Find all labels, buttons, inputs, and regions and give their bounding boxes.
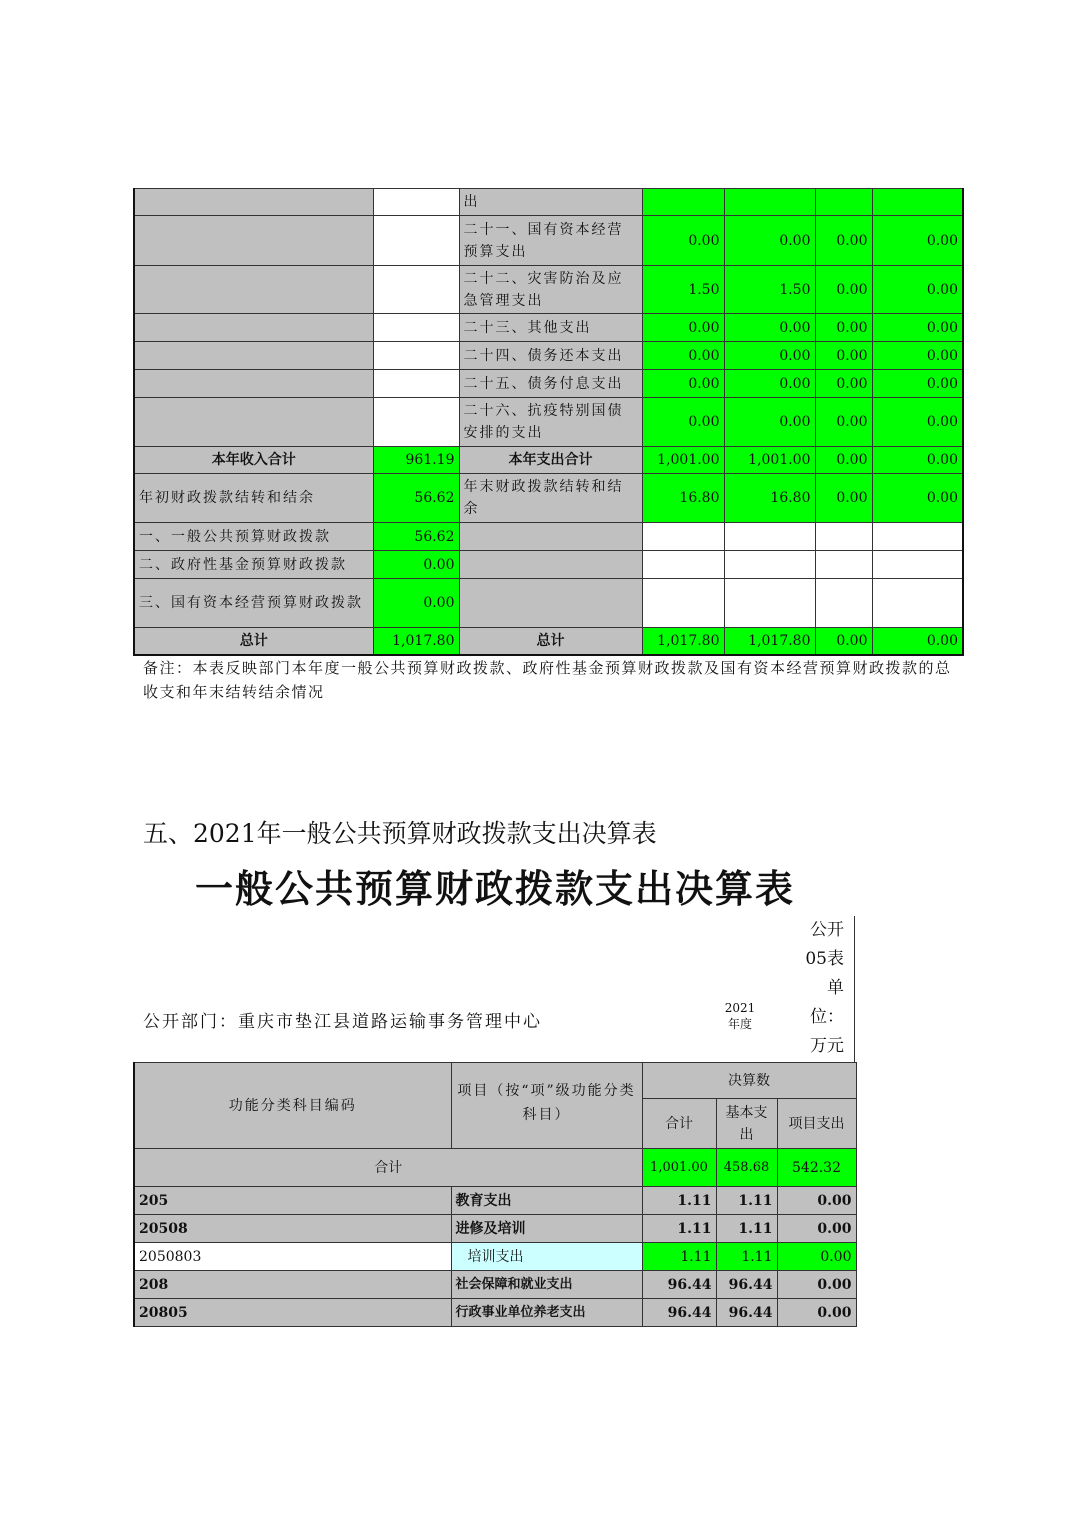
table-cell [872, 579, 963, 628]
table-row [134, 1187, 856, 1215]
table-cell [134, 398, 373, 447]
table-cell: 0.00 [815, 398, 872, 447]
table-row [134, 216, 963, 266]
unit-line: 公开 [810, 920, 844, 940]
year-value: 2021 [724, 1001, 756, 1015]
table-cell [373, 314, 459, 342]
table-header-row [134, 1063, 856, 1099]
table-cell: 年末财政拨款结转和结余 [459, 474, 642, 523]
table-cell: 二十三、其他支出 [459, 314, 642, 342]
fiscal-summary-table [133, 188, 964, 656]
unit-line: 单 [827, 978, 844, 998]
table-cell: 社会保障和就业支出 [451, 1271, 642, 1299]
table-row [134, 1215, 856, 1243]
table-cell: 0.00 [642, 398, 724, 447]
table-cell [724, 579, 815, 628]
table-cell: 1.11 [716, 1187, 777, 1215]
income-total-label: 本年收入合计 [134, 447, 373, 474]
sum-label: 合计 [134, 1149, 642, 1187]
table-cell: 0.00 [815, 266, 872, 314]
table-cell: 0.00 [815, 342, 872, 370]
table-cell: 56.62 [373, 474, 459, 523]
table-cell [134, 189, 373, 216]
table-cell: 0.00 [642, 314, 724, 342]
table-cell [459, 579, 642, 628]
grand-total-label: 总计 [459, 628, 642, 655]
table-cell: 0.00 [872, 447, 963, 474]
table-cell [459, 523, 642, 551]
income-total-value: 961.19 [373, 447, 459, 474]
table-cell [134, 370, 373, 398]
grand-total-value: 1,017.80 [373, 628, 459, 655]
table-cell: 208 [134, 1271, 451, 1299]
table-row [134, 474, 963, 523]
table-cell: 0.00 [815, 216, 872, 266]
table-cell: 行政事业单位养老支出 [451, 1299, 642, 1327]
table-cell: 0.00 [872, 216, 963, 266]
table-row [134, 1299, 856, 1327]
table-row-total [134, 447, 963, 474]
table-cell: 1.50 [642, 266, 724, 314]
table-cell: 二十二、灾害防治及应急管理支出 [459, 266, 642, 314]
table-cell: 1.11 [642, 1243, 716, 1271]
header-project: 项目支出 [777, 1099, 856, 1149]
table-cell [134, 266, 373, 314]
table-row [134, 579, 963, 628]
table-cell [373, 266, 459, 314]
section-title: 五、2021年一般公共预算财政拨款支出决算表 [143, 819, 657, 848]
table-cell: 0.00 [815, 447, 872, 474]
table-row [134, 266, 963, 314]
table-cell [373, 370, 459, 398]
unit-line: 万元 [810, 1036, 844, 1056]
table-row [134, 370, 963, 398]
table-cell: 二、政府性基金预算财政拨款 [134, 551, 373, 579]
table-cell: 0.00 [872, 266, 963, 314]
table-cell: 458.68 [716, 1149, 777, 1187]
table-cell: 一、一般公共预算财政拨款 [134, 523, 373, 551]
header-code: 功能分类科目编码 [134, 1063, 451, 1149]
table-cell: 1.50 [724, 266, 815, 314]
table-cell: 0.00 [872, 628, 963, 655]
table-cell: 0.00 [724, 342, 815, 370]
table-cell [373, 189, 459, 216]
table-cell: 0.00 [642, 342, 724, 370]
table-cell: 96.44 [716, 1271, 777, 1299]
page-title: 一般公共预算财政拨款支出决算表 [195, 866, 796, 911]
table-row [134, 551, 963, 579]
table-row-sum [134, 1149, 856, 1187]
table-cell: 0.00 [724, 216, 815, 266]
header-basic: 基本支出 [716, 1099, 777, 1149]
table-cell: 1,017.80 [642, 628, 724, 655]
year-label [720, 1000, 760, 1032]
table-cell: 0.00 [872, 314, 963, 342]
table-cell [373, 216, 459, 266]
table-cell [642, 551, 724, 579]
table-cell [134, 314, 373, 342]
unit-line: 位： [810, 1007, 844, 1027]
table-cell: 0.00 [777, 1271, 856, 1299]
table-cell: 培训支出 [451, 1243, 642, 1271]
table-cell: 教育支出 [451, 1187, 642, 1215]
table-cell: 0.00 [777, 1215, 856, 1243]
table-cell: 96.44 [642, 1271, 716, 1299]
table-cell [872, 551, 963, 579]
table-cell: 0.00 [872, 342, 963, 370]
table-cell: 2050803 [134, 1243, 451, 1271]
table-cell: 56.62 [373, 523, 459, 551]
table-cell: 0.00 [373, 551, 459, 579]
table-cell: 二十五、债务付息支出 [459, 370, 642, 398]
table-cell [815, 523, 872, 551]
header-total: 合计 [642, 1099, 716, 1149]
table-cell: 年初财政拨款结转和结余 [134, 474, 373, 523]
table-row-grand-total [134, 628, 963, 655]
table-cell: 96.44 [716, 1299, 777, 1327]
table-cell [134, 342, 373, 370]
table-cell: 0.00 [777, 1187, 856, 1215]
department-label: 公开部门：重庆市垫江县道路运输事务管理中心 [143, 1012, 542, 1032]
table-row [134, 314, 963, 342]
table-cell [872, 189, 963, 216]
table-cell [724, 189, 815, 216]
table-cell [459, 551, 642, 579]
table-cell: 0.00 [815, 370, 872, 398]
table-cell: 0.00 [872, 474, 963, 523]
table-cell: 0.00 [642, 370, 724, 398]
table-cell: 0.00 [872, 398, 963, 447]
table-cell: 1.11 [642, 1187, 716, 1215]
table-row [134, 342, 963, 370]
form-unit-label [790, 916, 855, 1062]
table-cell [642, 579, 724, 628]
expense-total-label: 本年支出合计 [459, 447, 642, 474]
table-cell: 0.00 [777, 1243, 856, 1271]
table-row [134, 398, 963, 447]
table-cell: 0.00 [724, 398, 815, 447]
table-cell: 1,017.80 [724, 628, 815, 655]
table-cell: 0.00 [642, 216, 724, 266]
table-cell: 进修及培训 [451, 1215, 642, 1243]
grand-total-label: 总计 [134, 628, 373, 655]
table-cell: 二十六、抗疫特别国债安排的支出 [459, 398, 642, 447]
table-cell: 0.00 [724, 314, 815, 342]
table-cell: 二十四、债务还本支出 [459, 342, 642, 370]
table-cell: 出 [459, 189, 642, 216]
table-cell: 96.44 [642, 1299, 716, 1327]
table-cell [815, 551, 872, 579]
table-cell [724, 523, 815, 551]
table-cell: 20508 [134, 1215, 451, 1243]
table-cell: 16.80 [724, 474, 815, 523]
table-cell [642, 189, 724, 216]
header-item: 项目（按“项”级功能分类科目） [451, 1063, 642, 1149]
table-cell: 1,001.00 [642, 1149, 716, 1187]
table-cell: 0.00 [373, 579, 459, 628]
table-cell: 20805 [134, 1299, 451, 1327]
unit-line: 05表 [805, 949, 844, 969]
table-note: 备注：本表反映部门本年度一般公共预算财政拨款、政府性基金预算财政拨款及国有资本经营预算财政拨款的总收支和年末结转结余情况 [143, 659, 952, 701]
table-cell: 二十一、国有资本经营预算支出 [459, 216, 642, 266]
table-cell [373, 342, 459, 370]
table-cell: 542.32 [777, 1149, 856, 1187]
table-cell [642, 523, 724, 551]
table-cell [815, 579, 872, 628]
table-cell: 1,001.00 [642, 447, 724, 474]
table-cell: 0.00 [872, 370, 963, 398]
table-cell [134, 216, 373, 266]
table-row [134, 1243, 856, 1271]
header-group: 决算数 [642, 1063, 856, 1099]
table-row [134, 189, 963, 216]
table-cell [815, 189, 872, 216]
year-unit: 年度 [727, 1017, 752, 1031]
table-cell: 0.00 [815, 628, 872, 655]
table-cell: 1,001.00 [724, 447, 815, 474]
table-cell: 16.80 [642, 474, 724, 523]
table-row [134, 523, 963, 551]
table-cell: 205 [134, 1187, 451, 1215]
expenditure-table [133, 1062, 857, 1327]
table-cell: 三、国有资本经营预算财政拨款 [134, 579, 373, 628]
table-row [134, 1271, 856, 1299]
table-cell [872, 523, 963, 551]
table-cell: 0.00 [815, 474, 872, 523]
table-cell: 1.11 [642, 1215, 716, 1243]
table-cell: 0.00 [815, 314, 872, 342]
table-cell [724, 551, 815, 579]
table-cell [373, 398, 459, 447]
table-cell: 0.00 [777, 1299, 856, 1327]
table-cell: 1.11 [716, 1243, 777, 1271]
table-cell: 0.00 [724, 370, 815, 398]
table-cell: 1.11 [716, 1215, 777, 1243]
